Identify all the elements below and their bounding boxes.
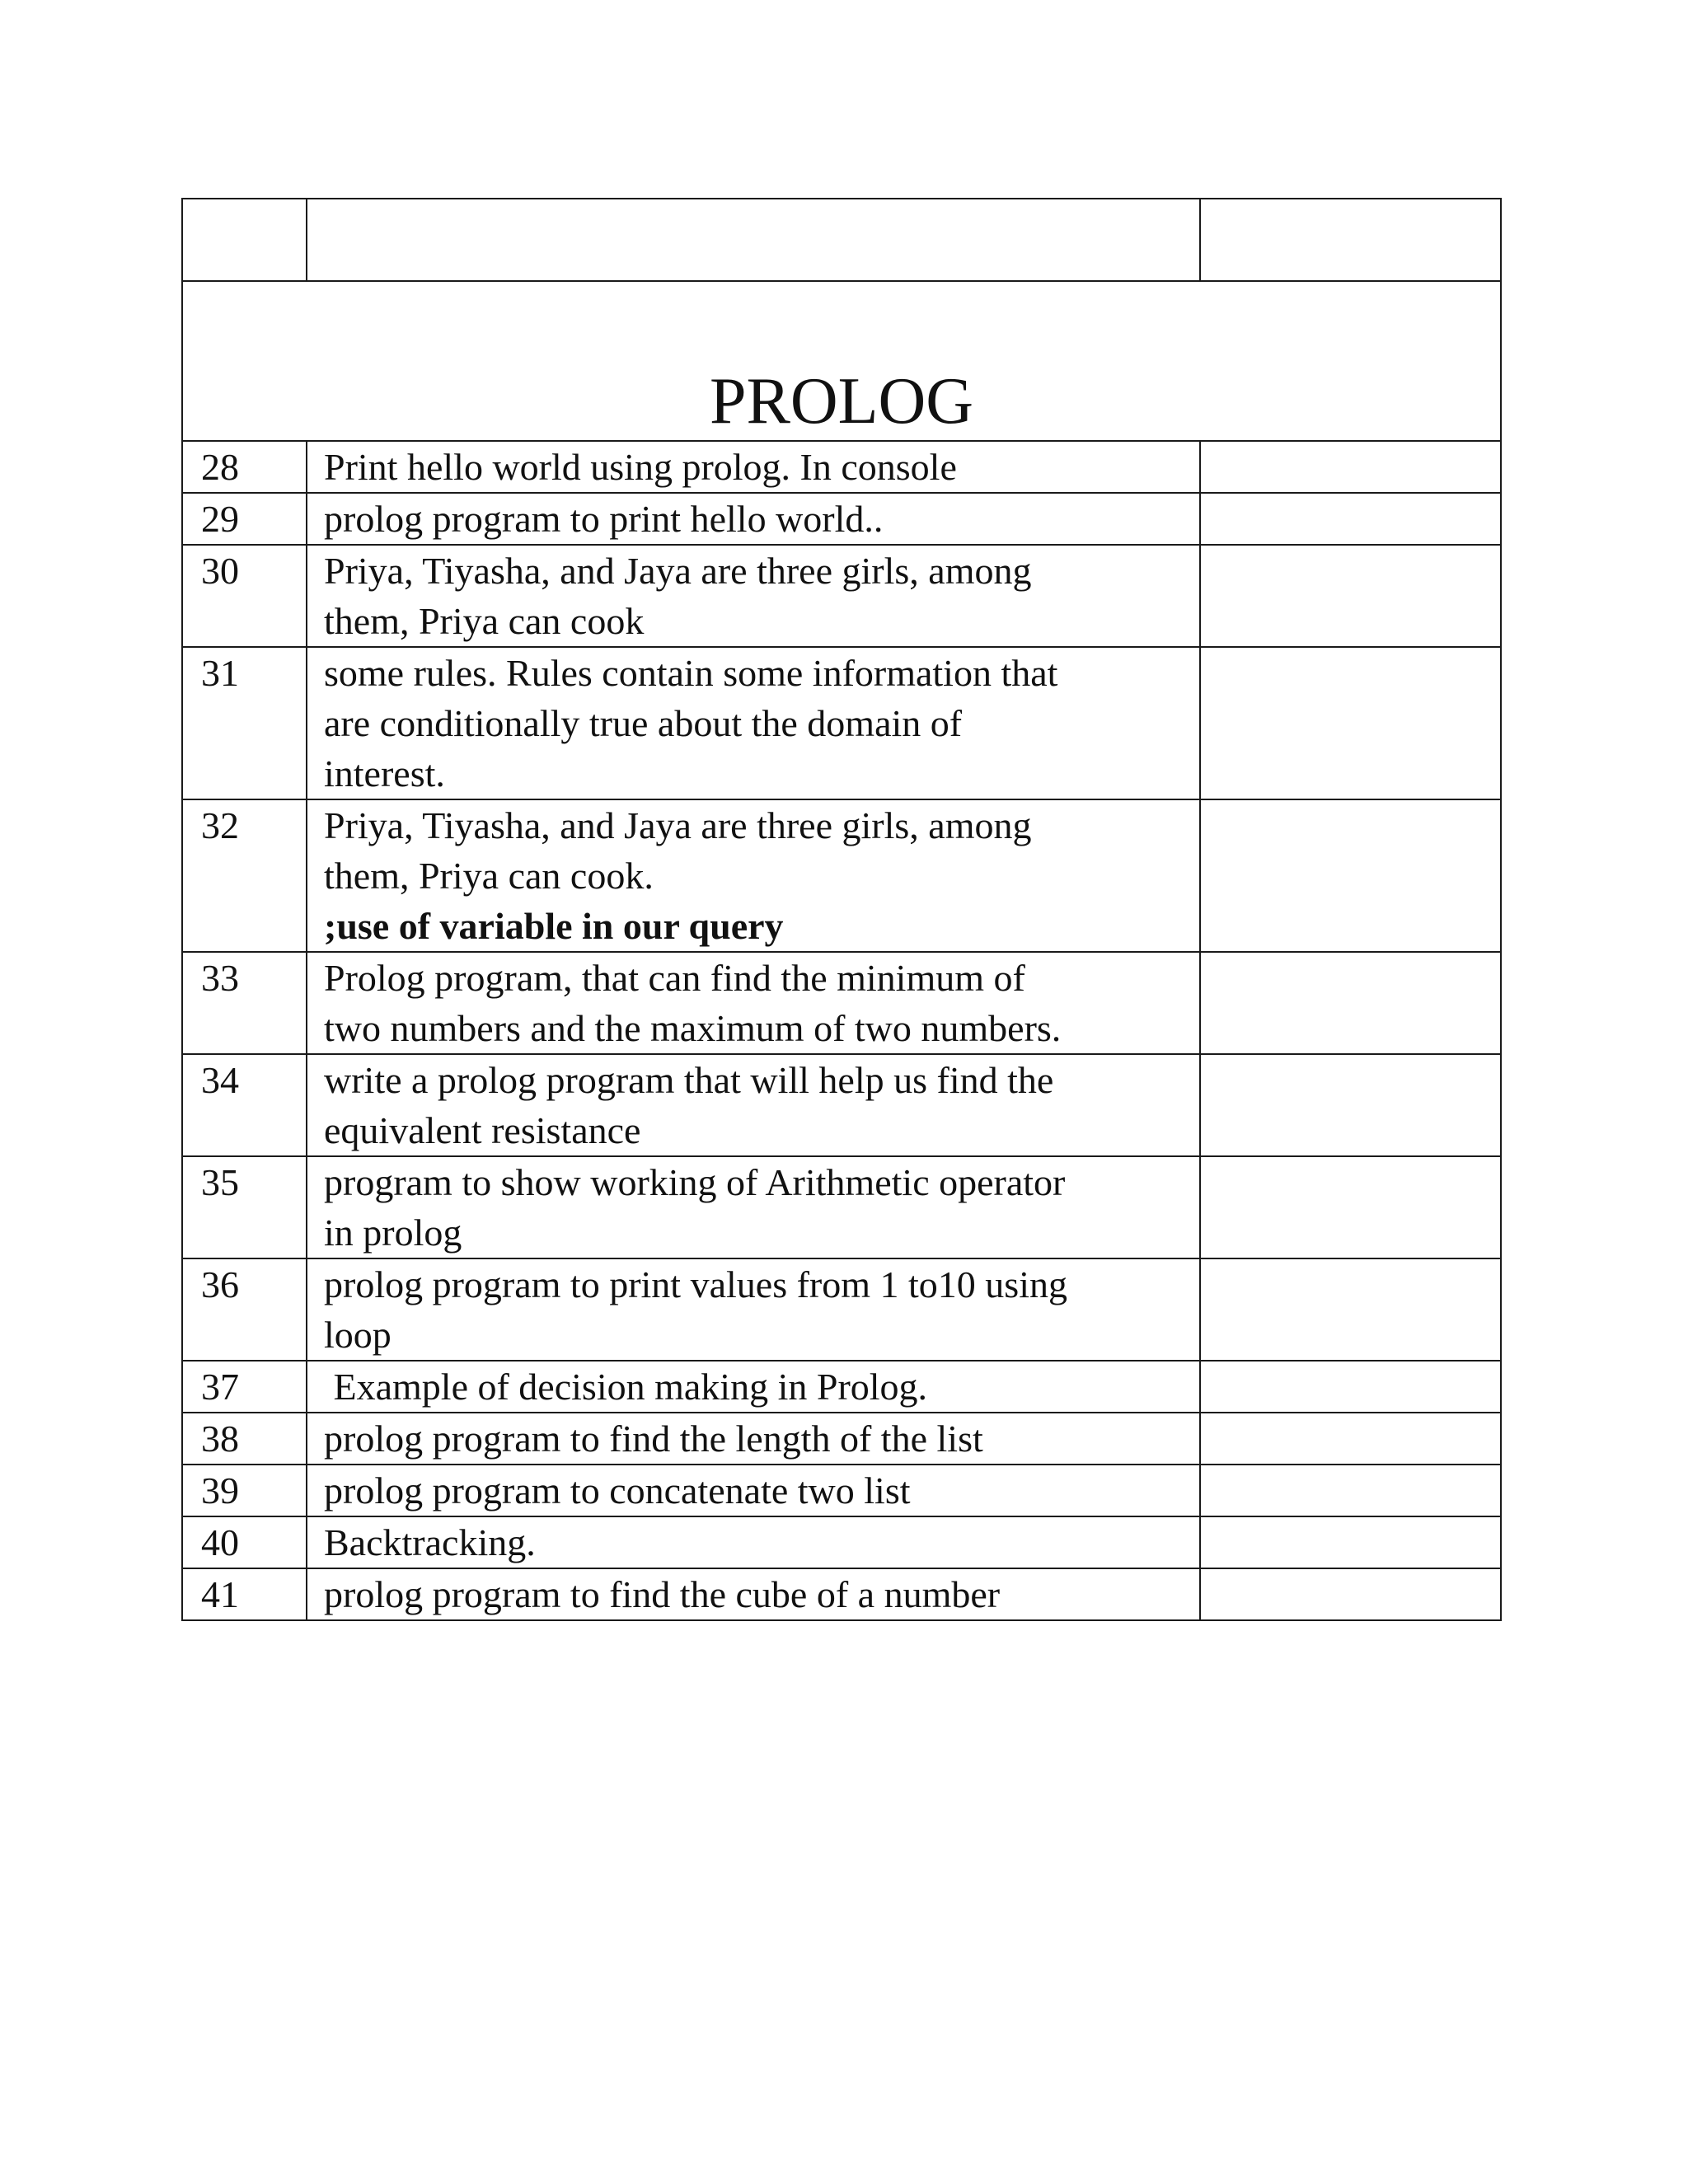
description-line: equivalent resistance [324, 1109, 641, 1151]
row-description [307, 441, 1200, 493]
section-title-cell [182, 281, 1501, 441]
row-number: 38 [182, 1413, 307, 1465]
table-row [182, 1258, 1501, 1361]
row-number: 34 [182, 1054, 307, 1156]
row-description [307, 1054, 1200, 1156]
row-blank-cell [1200, 1054, 1501, 1156]
row-blank-cell [1200, 1156, 1501, 1258]
description-line: program to show working of Arithmetic operator [324, 1161, 1066, 1203]
table-row [182, 952, 1501, 1054]
table-row [182, 799, 1501, 952]
description-line: ;use of variable in our query [324, 905, 784, 947]
description-line: them, Priya can cook [324, 600, 645, 642]
description-line: Priya, Tiyasha, and Jaya are three girls, among [324, 804, 1032, 846]
description-line: prolog program to print hello world.. [324, 498, 884, 540]
description-line: two numbers and the maximum of two numbers. [324, 1007, 1062, 1049]
description-line: prolog program to find the cube of a number [324, 1573, 1001, 1615]
row-description [307, 1156, 1200, 1258]
programs-table-body [182, 199, 1501, 1620]
blank-cell [182, 199, 307, 281]
row-number: 31 [182, 647, 307, 799]
table-row [182, 493, 1501, 545]
description-line: loop [324, 1314, 392, 1356]
row-blank-cell [1200, 1465, 1501, 1516]
description-line: Priya, Tiyasha, and Jaya are three girls, among [324, 550, 1032, 592]
description-line: are conditionally true about the domain of [324, 702, 963, 744]
table-row [182, 1156, 1501, 1258]
description-line: Prolog program, that can find the minimum of [324, 957, 1025, 999]
row-description [307, 647, 1200, 799]
description-line: prolog program to print values from 1 to10 using [324, 1263, 1067, 1305]
row-description [307, 1465, 1200, 1516]
row-description [307, 1413, 1200, 1465]
table-row [182, 1413, 1501, 1465]
row-number: 29 [182, 493, 307, 545]
table-row [182, 1465, 1501, 1516]
description-line: Print hello world using prolog. In console [324, 446, 957, 488]
description-line: interest. [324, 752, 445, 794]
description-line: prolog program to find the length of the list [324, 1418, 983, 1460]
row-blank-cell [1200, 545, 1501, 647]
row-number: 37 [182, 1361, 307, 1413]
table-row [182, 1054, 1501, 1156]
table-row [182, 441, 1501, 493]
description-line: Backtracking. [324, 1521, 536, 1563]
row-description [307, 952, 1200, 1054]
row-blank-cell [1200, 441, 1501, 493]
description-line: prolog program to concatenate two list [324, 1469, 911, 1511]
row-number: 40 [182, 1516, 307, 1568]
row-number: 32 [182, 799, 307, 952]
row-number: 35 [182, 1156, 307, 1258]
blank-cell [1200, 199, 1501, 281]
table-row [182, 1361, 1501, 1413]
blank-cell [307, 199, 1200, 281]
description-line: Example of decision making in Prolog. [324, 1366, 928, 1408]
row-description [307, 799, 1200, 952]
row-description [307, 545, 1200, 647]
table-row [182, 647, 1501, 799]
blank-header-row [182, 199, 1501, 281]
row-blank-cell [1200, 493, 1501, 545]
row-number: 41 [182, 1568, 307, 1620]
row-number: 30 [182, 545, 307, 647]
row-blank-cell [1200, 799, 1501, 952]
row-description [307, 1361, 1200, 1413]
row-blank-cell [1200, 1568, 1501, 1620]
description-line: them, Priya can cook. [324, 855, 654, 897]
section-title: PROLOG [709, 365, 974, 438]
row-number: 36 [182, 1258, 307, 1361]
row-description [307, 493, 1200, 545]
row-blank-cell [1200, 1413, 1501, 1465]
row-blank-cell [1200, 1361, 1501, 1413]
row-blank-cell [1200, 952, 1501, 1054]
row-number: 39 [182, 1465, 307, 1516]
description-line: in prolog [324, 1212, 462, 1254]
section-title-row [182, 281, 1501, 441]
row-number: 28 [182, 441, 307, 493]
table-row [182, 1516, 1501, 1568]
row-description [307, 1568, 1200, 1620]
table-row [182, 1568, 1501, 1620]
row-blank-cell [1200, 647, 1501, 799]
row-number: 33 [182, 952, 307, 1054]
row-description [307, 1258, 1200, 1361]
programs-table [181, 198, 1502, 1621]
description-line: write a prolog program that will help us find the [324, 1059, 1054, 1101]
row-description [307, 1516, 1200, 1568]
row-blank-cell [1200, 1516, 1501, 1568]
table-row [182, 545, 1501, 647]
row-blank-cell [1200, 1258, 1501, 1361]
description-line: some rules. Rules contain some information that [324, 652, 1058, 694]
